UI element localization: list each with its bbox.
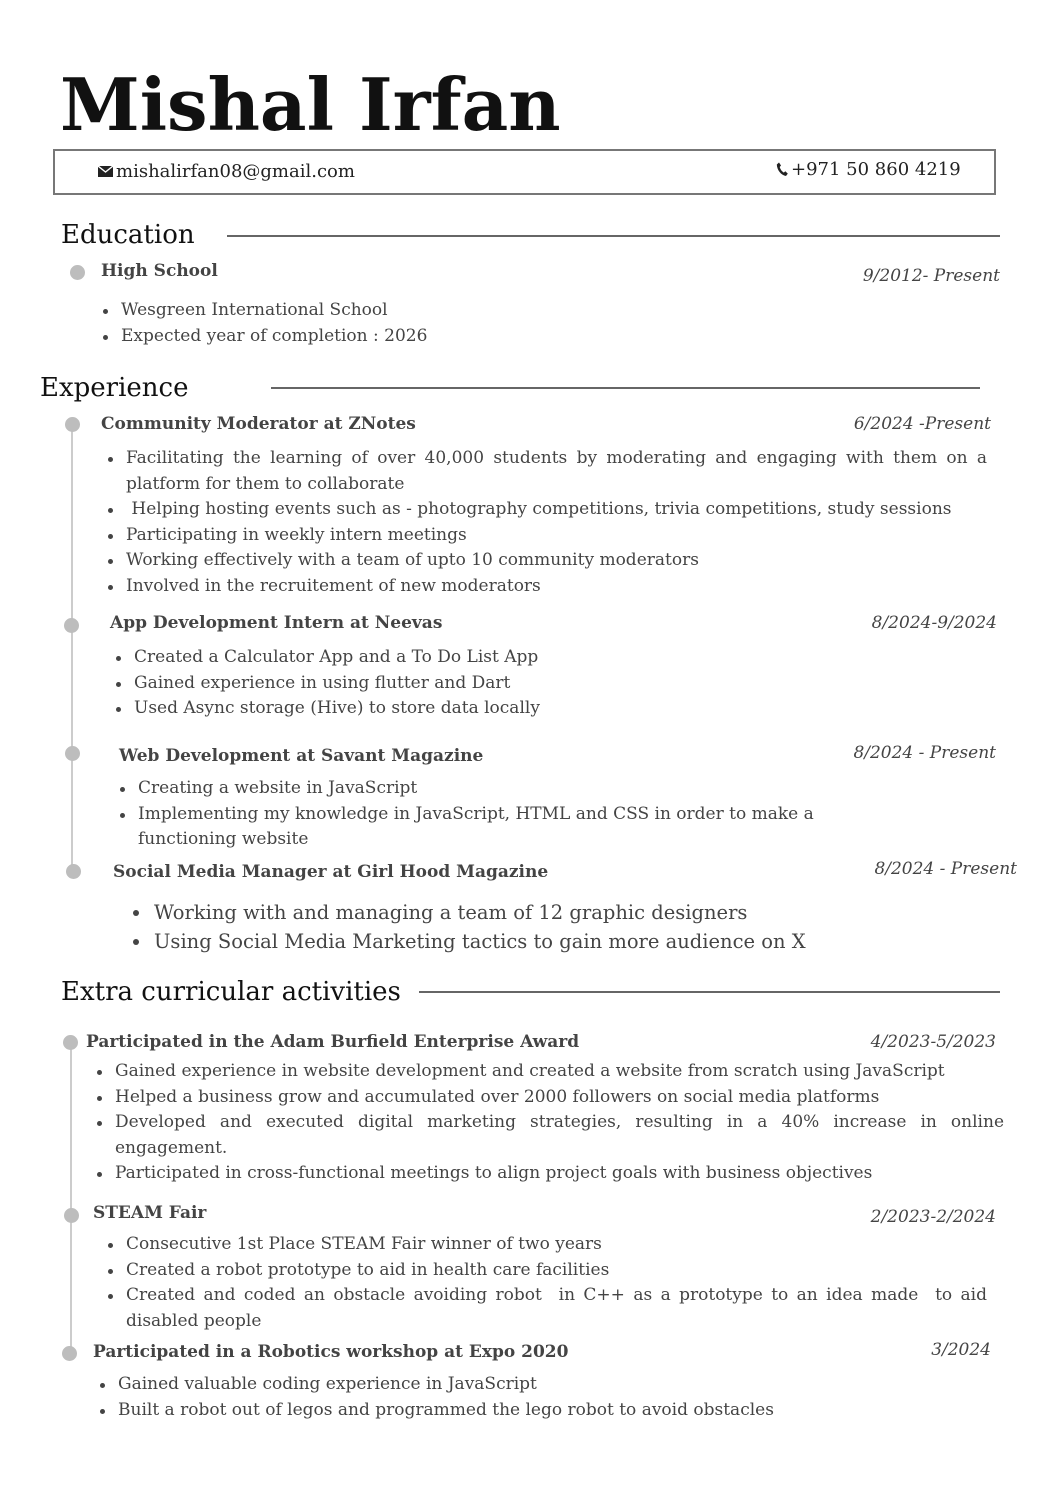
resume-name: Mishal Irfan <box>60 62 561 147</box>
experience-heading: Experience <box>40 373 189 403</box>
phone-text: +971 50 860 4219 <box>791 159 961 180</box>
entry-date: 8/2024 - Present <box>874 859 1017 879</box>
list-item: Wesgreen International School <box>101 298 427 324</box>
timeline-dot <box>63 1035 78 1050</box>
list-item: Working with and managing a team of 12 graphic designers <box>131 898 806 927</box>
entry-title: Participated in the Adam Burfield Enterprise Award <box>86 1032 580 1052</box>
experience-bullets <box>114 645 540 722</box>
entry-date: 8/2024-9/2024 <box>871 613 997 633</box>
extracurricular-heading: Extra curricular activities <box>61 977 401 1007</box>
email-text: mishalirfan08@gmail.com <box>116 161 355 182</box>
entry-title: Web Development at Savant Magazine <box>119 746 484 766</box>
list-item: Expected year of completion : 2026 <box>101 324 427 350</box>
entry-date: 3/2024 <box>931 1340 991 1360</box>
email-contact[interactable] <box>98 161 355 182</box>
extracurricular-bullets <box>106 1232 993 1334</box>
list-item: Involved in the recruitement of new moderators <box>106 574 987 600</box>
entry-title: Participated in a Robotics workshop at Expo 2020 <box>93 1342 569 1362</box>
experience-rule <box>271 387 980 389</box>
entry-title: High School <box>101 261 218 281</box>
list-item: Participated in cross-functional meetings to align project goals with business objectives <box>95 1161 1004 1187</box>
list-item: Helped a business grow and accumulated over 2000 followers on social media platforms <box>95 1085 1004 1111</box>
envelope-icon <box>98 166 113 177</box>
entry-date: 8/2024 - Present <box>853 743 996 763</box>
extracurricular-bullets <box>95 1059 1004 1187</box>
entry-date: 2/2023-2/2024 <box>870 1207 996 1227</box>
timeline-dot <box>65 746 80 761</box>
experience-timeline <box>71 425 73 873</box>
timeline-dot <box>66 864 81 879</box>
timeline-dot <box>65 417 80 432</box>
entry-date: 6/2024 -Present <box>853 414 991 434</box>
list-item: Created a Calculator App and a To Do List App <box>114 645 540 671</box>
list-item: Helping hosting events such as - photography competitions, trivia competitions, study sessions <box>106 497 987 523</box>
phone-icon <box>776 162 788 177</box>
timeline-dot <box>64 1208 79 1223</box>
experience-bullets <box>106 446 987 599</box>
list-item: Using Social Media Marketing tactics to gain more audience on X <box>131 927 806 956</box>
experience-bullets <box>118 776 838 853</box>
list-item: Implementing my knowledge in JavaScript, HTML and CSS in order to make a functioning website <box>118 802 838 853</box>
extracurricular-rule <box>419 991 1000 993</box>
entry-date: 9/2012- Present <box>862 266 1000 286</box>
entry-title: Community Moderator at ZNotes <box>101 414 416 434</box>
timeline-dot <box>62 1346 77 1361</box>
phone-contact[interactable] <box>776 159 961 180</box>
list-item: Gained experience in using flutter and Dart <box>114 671 540 697</box>
list-item: Created a robot prototype to aid in health care facilities <box>106 1258 987 1284</box>
list-item: Creating a website in JavaScript <box>118 776 838 802</box>
extracurricular-bullets <box>98 1372 774 1423</box>
experience-bullets <box>131 898 806 956</box>
list-item: Developed and executed digital marketing strategies, resulting in a 40% increase in online engagement. <box>95 1110 1004 1161</box>
entry-title: STEAM Fair <box>93 1203 207 1223</box>
list-item: Gained experience in website development and created a website from scratch using JavaScript <box>95 1059 1004 1085</box>
list-item: Created and coded an obstacle avoiding robot in C++ as a prototype to an idea made to aid disabled people <box>106 1283 987 1334</box>
entry-title: App Development Intern at Neevas <box>110 613 443 633</box>
contact-box <box>53 149 996 195</box>
education-bullets <box>101 298 427 349</box>
education-heading: Education <box>61 220 195 250</box>
list-item: Used Async storage (Hive) to store data locally <box>114 696 540 722</box>
list-item: Gained valuable coding experience in JavaScript <box>98 1372 774 1398</box>
list-item: Consecutive 1st Place STEAM Fair winner of two years <box>106 1232 987 1258</box>
education-rule <box>227 235 1000 237</box>
entry-date: 4/2023-5/2023 <box>870 1032 996 1052</box>
timeline-dot <box>64 618 79 633</box>
timeline-dot <box>70 265 85 280</box>
list-item: Working effectively with a team of upto 10 community moderators <box>106 548 987 574</box>
extracurricular-timeline <box>70 1042 72 1354</box>
list-item: Participating in weekly intern meetings <box>106 523 987 549</box>
list-item: Facilitating the learning of over 40,000 students by moderating and engaging with them on a platform for them to collaborate <box>106 446 987 497</box>
list-item: Built a robot out of legos and programmed the lego robot to avoid obstacles <box>98 1398 774 1424</box>
entry-title: Social Media Manager at Girl Hood Magazine <box>113 862 549 882</box>
